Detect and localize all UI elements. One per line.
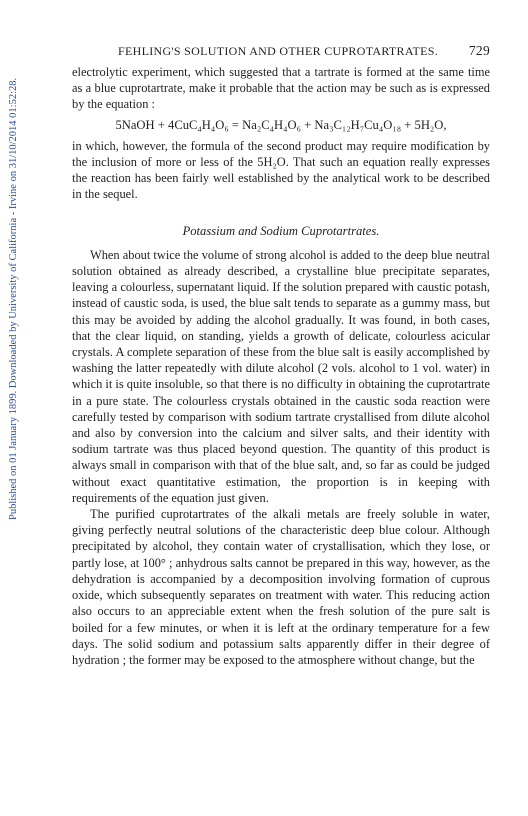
page-number: 729 [468,43,490,58]
chemical-equation: 5NaOH + 4CuC₄H₄O₆ = Na₂C₄H₄O₆ + Na₃C₁₂H₇Cu₄O₁₈ + 5H₂O, [115,117,447,132]
download-watermark [8,77,19,520]
article-body [72,64,490,668]
paragraph-preparation: When about twice the volume of strong alcohol is added to the deep blue neutral solution obtained as already described, a crystalline blue precipitate separates, leaving a colourless, supernatant liquid. If the solution prepared with caustic potash, instead of caustic soda, is used, the blue salt tends to separate as a gummy mass, but this may be avoided by adding the alcohol gradually. It was found, in both cases, that the clear liquid, on standing, yields a growth of delicate, colourless acicular crystals. A complete separation of these from the blue salt is easily accomplished by washing the latter repeatedly with dilute alcohol (2 vols. alcohol to 1 vol. water) in which it is quite insoluble, so that there is no difficulty in obtaining the cuprotartrate in a pure state. The colourless crystals obtained in the caustic soda reaction were carefully tested by comparison with sodium tartrate crystallised from dilute alcohol and also by conversion into the calcium and silver salts, and their identity with sodium tartrate was thus placed beyond question. The quantity of this product is always small in comparison with that of the blue salt, and, so far as could be judged without exact quantitative estimation, the proportion is in keeping with requirements of the equation just given. [72,247,490,505]
paragraph-continuation: electrolytic experiment, which suggested that a tartrate is formed at the same time as a blue cuprotartrate, make it probable that the action may be such as is expressed by the equation : [72,65,490,112]
running-title: FEHLING'S SOLUTION AND OTHER CUPROTARTRATES. [118,44,439,58]
section-heading: Potassium and Sodium Cuprotartrates. [182,223,380,238]
paragraph-equation-comment: in which, however, the formula of the second product may require modification by the inclusion of more or less of the 5H₂O. That such an equation really expresses the reaction has been fairly well established by the analytical work to be described in the sequel. [72,138,490,202]
paragraph-properties: The purified cuprotartrates of the alkali metals are freely soluble in water, giving perfectly neutral solutions of the characteristic deep blue colour. Although precipitated by alcohol, they contain water of crystallisation, which they lose, or partly lose, at 100° ; anhydrous salts cannot be prepared in this way, however, as the dehydration is accompanied by a decomposition involving formation of cuprous oxide, which subsequently separates on treatment with water. This reducing action also occurs to an appreciable extent when the fresh solution of the pure salt is boiled for a few minutes, or when it is left at the ordinary temperature for a few days. The solid sodium and potassium salts apparently differ in their degree of hydration ; the former may be exposed to the atmosphere without change, but the [72,507,490,667]
watermark-text: Published on 01 January 1899. Downloaded by University of California - Irvine on 31/10/2014 01:52:28. [8,77,19,520]
